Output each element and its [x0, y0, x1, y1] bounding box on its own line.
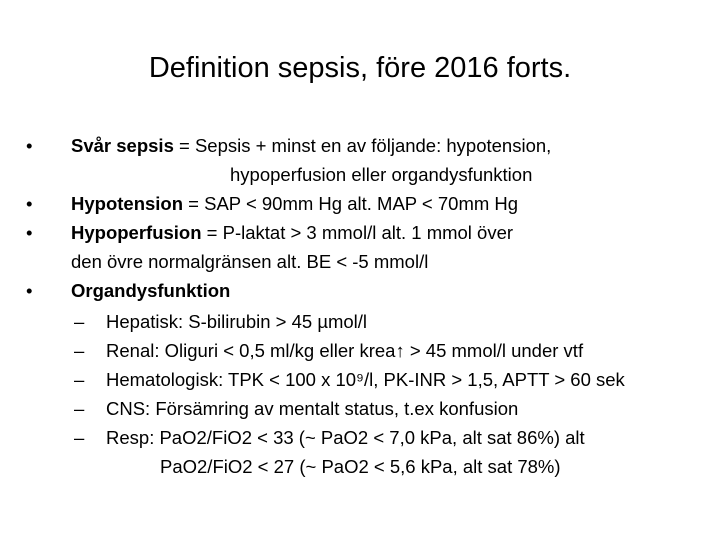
sub-item-cns [74, 394, 706, 423]
bullet-line [71, 218, 706, 247]
bullet-dot: • [26, 280, 33, 301]
bullet-organdysfunktion [26, 276, 706, 305]
bullet-hypoperfusion [26, 218, 706, 276]
sub-dash: – [74, 398, 85, 419]
bullet-line [71, 189, 706, 218]
sub-dash: – [74, 340, 85, 361]
slide-title: Definition sepsis, före 2016 forts. [148, 52, 572, 84]
bullet-continuation: hypoperfusion eller organdysfunktion [230, 164, 533, 185]
bullet-line [71, 276, 706, 305]
bullet-hypotension [26, 189, 706, 218]
sub-list [26, 307, 706, 481]
bullet-dot: • [26, 222, 33, 243]
bullet-text: = SAP < 90mm Hg alt. MAP < 70mm Hg [183, 193, 519, 214]
sub-dash: – [74, 427, 85, 448]
sub-text: Renal: Oliguri < 0,5 ml/kg eller krea↑ > 45 mmol/l under vtf [106, 340, 584, 361]
bullet-term: Organdysfunktion [71, 280, 231, 301]
bullet-dot: • [26, 193, 33, 214]
sub-item-resp [74, 423, 706, 481]
bullet-term: Svår sepsis [71, 135, 174, 156]
sub-dash: – [74, 311, 85, 332]
bullet-continuation: den övre normalgränsen alt. BE < -5 mmol/l [71, 251, 429, 272]
sub-continuation: PaO2/FiO2 < 27 (~ PaO2 < 5,6 kPa, alt sat 78%) [160, 456, 561, 477]
sub-text: CNS: Försämring av mentalt status, t.ex konfusion [106, 398, 519, 419]
sub-text: Hematologisk: TPK < 100 x 10⁹/l, PK-INR > 1,5, APTT > 60 sek [106, 369, 625, 390]
sub-dash: – [74, 369, 85, 390]
sub-item-hematologisk [74, 365, 706, 394]
sub-item-renal [74, 336, 706, 365]
bullet-list [26, 131, 706, 481]
sub-text: Resp: PaO2/FiO2 < 33 (~ PaO2 < 7,0 kPa, alt sat 86%) alt [106, 427, 585, 448]
sub-text: Hepatisk: S-bilirubin > 45 µmol/l [106, 311, 368, 332]
bullet-dot: • [26, 135, 33, 156]
bullet-line [71, 131, 706, 160]
bullet-term: Hypoperfusion [71, 222, 202, 243]
bullet-text: = P-laktat > 3 mmol/l alt. 1 mmol över [201, 222, 514, 243]
sub-item-hepatisk [74, 307, 706, 336]
bullet-text: = Sepsis + minst en av följande: hypotension, [173, 135, 552, 156]
bullet-term: Hypotension [71, 193, 184, 214]
bullet-svar-sepsis [26, 131, 706, 189]
